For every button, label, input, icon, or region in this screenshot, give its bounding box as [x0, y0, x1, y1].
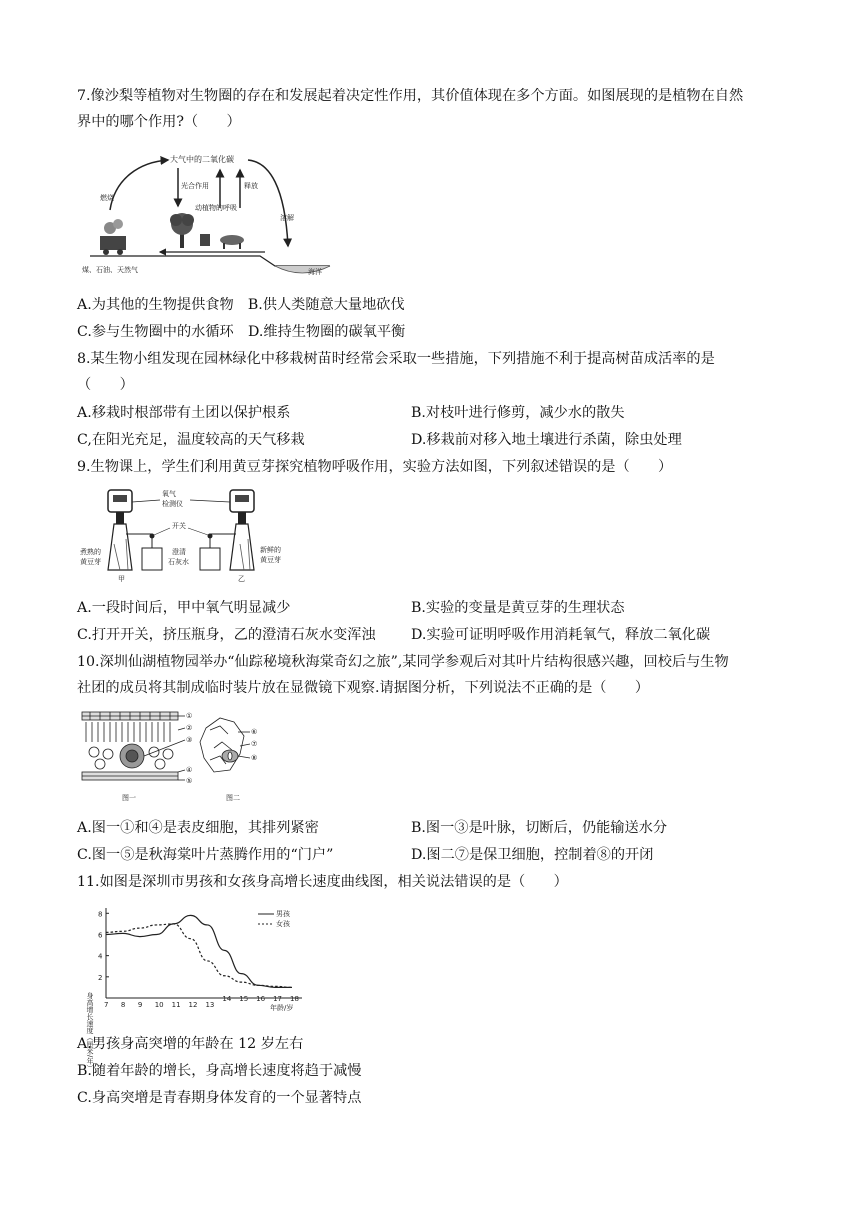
label-oxygen-meter-2: 检测仪: [162, 500, 183, 508]
q8-option-d: D.移栽前对移入地土壤进行杀菌，除虫处理: [411, 432, 682, 448]
q7-options-line-1: [77, 295, 405, 315]
q8-option-c: C,在阳光充足，温度较高的天气移栽: [77, 432, 305, 448]
label-burn: 燃烧: [100, 194, 114, 202]
label-switch: 开关: [172, 522, 186, 530]
x-tick-label: 12: [188, 1001, 198, 1009]
q7-options-line-2: [77, 322, 405, 342]
label-fresh-2: 黄豆芽: [260, 556, 281, 564]
q10-option-a: A.图一①和④是表皮细胞，其排列紧密: [77, 820, 319, 836]
chart-legend: [258, 909, 291, 928]
q9-stem-line-1: 9.生物课上，学生们利用黄豆芽探究植物呼吸作用，实验方法如图，下列叙述错误的是（ ）: [77, 459, 673, 475]
label-cooked-2: 黄豆芽: [80, 558, 101, 566]
q7-option-a: A.为其他的生物提供食物: [77, 297, 234, 313]
legend-girls: 女孩: [276, 920, 290, 928]
label-release: 释放: [244, 182, 258, 190]
label-jia: 甲: [118, 575, 125, 583]
x-tick-label: 14: [222, 995, 232, 1003]
q9-option-a: A.一段时间后，甲中氧气明显减少: [77, 600, 291, 616]
label-oxygen-meter-1: 氧气: [162, 490, 176, 498]
series-line-girls: [106, 924, 292, 988]
y-tick-label: 4: [98, 952, 103, 961]
q7-stem-line-1: 7.像沙梨等植物对生物圈的存在和发展起着决定性作用，其价值体现在多个方面。如图展现的是植物在自然: [77, 88, 744, 104]
q9-option-d: D.实验可证明呼吸作用消耗氧气，释放二氧化碳: [411, 627, 711, 643]
label-n3: ③: [186, 736, 193, 744]
q7-option-b: B.供人类随意大量地砍伐: [247, 297, 405, 313]
q10-stem-line-2: 社团的成员将其制成临时装片放在显微镜下观察.请据图分析，下列说法不正确的是（ ）: [77, 680, 650, 696]
x-tick-label: 17: [273, 995, 283, 1003]
carbon-cycle-figure: [80, 148, 345, 278]
legend-boys: 男孩: [276, 910, 290, 918]
label-limewater-2: 石灰水: [168, 558, 189, 566]
q7-stem-line-2: 界中的哪个作用?（ ）: [77, 114, 241, 130]
q11-option-c: C.身高突增是青春期身体发育的一个显著特点: [77, 1090, 362, 1106]
q8-option-b: B.对枝叶进行修剪，减少水的散失: [411, 405, 625, 421]
q10-option-c: C.图一⑤是秋海棠叶片蒸腾作用的“门户”: [77, 847, 334, 863]
label-dissolve: 溶解: [280, 214, 294, 222]
q10-option-d: D.图二⑦是保卫细胞，控制着⑧的开闭: [411, 847, 654, 863]
q11-option-a: A.男孩身高突增的年龄在 12 岁左右: [77, 1036, 304, 1052]
q9-option-b: B.实验的变量是黄豆芽的生理状态: [411, 600, 625, 616]
x-tick-label: 18: [290, 995, 299, 1003]
y-tick-label: 2: [98, 973, 103, 982]
label-fresh-1: 新鲜的: [260, 546, 281, 554]
label-n8: ⑧: [251, 754, 258, 762]
x-tick-label: 7: [104, 1001, 109, 1009]
label-yi: 乙: [238, 575, 245, 583]
label-limewater-1: 澄清: [172, 548, 186, 556]
q10-option-b: B.图一③是叶脉，切断后，仍能输送水分: [411, 820, 668, 836]
label-photosynthesis: 光合作用: [181, 182, 209, 190]
label-respiration: 动植物的呼吸: [195, 204, 237, 212]
q9-option-c: C.打开开关，挤压瓶身，乙的澄清石灰水变浑浊: [77, 627, 376, 643]
q7-option-c: C.参与生物圈中的水循环: [77, 324, 234, 340]
q10-stem-line-1: 10.深圳仙湖植物园举办“仙踪秘境秋海棠奇幻之旅”,某同学参观后对其叶片结构很感兴趣，回校后与生物: [77, 654, 729, 670]
x-tick-label: 13: [205, 1001, 215, 1009]
label-n4: ④: [186, 766, 193, 774]
respiration-experiment-figure: [80, 484, 300, 584]
q11-stem-line-1: 11.如图是深圳市男孩和女孩身高增长速度曲线图，相关说法错误的是（ ）: [77, 874, 568, 890]
q8-option-a: A.移栽时根部带有土团以保护根系: [77, 405, 291, 421]
label-fossil: 煤、石油、天然气: [82, 266, 138, 274]
chart-ylabel: 身高增长速度（厘米/年）: [86, 992, 94, 1072]
label-fig1: 图一: [122, 794, 136, 802]
leaf-structure-figure: [80, 708, 270, 808]
label-ocean: 海洋: [308, 268, 322, 276]
x-tick-label: 16: [256, 995, 266, 1003]
x-tick-label: 15: [239, 995, 249, 1003]
x-tick-label: 8: [120, 1001, 126, 1009]
label-n1: ①: [186, 712, 193, 720]
x-tick-label: 10: [154, 1001, 164, 1009]
y-tick-label: 8: [98, 910, 103, 919]
label-n2: ②: [186, 724, 193, 732]
label-n7: ⑦: [251, 740, 258, 748]
q8-stem-line-1: 8.某生物小组发现在园林绿化中移栽树苗时经常会采取一些措施，下列措施不利于提高树苗成活率的是: [77, 351, 715, 367]
label-n5: ⑤: [186, 777, 193, 785]
x-tick-label: 11: [171, 1001, 181, 1009]
label-fig2: 图二: [226, 794, 240, 802]
q8-stem-line-2: （ ）: [77, 377, 134, 393]
chart-xlabel: 年龄/岁: [270, 1004, 294, 1012]
q11-option-b: B.随着年龄的增长，身高增长速度将趋于减慢: [77, 1063, 362, 1079]
y-tick-label: 6: [98, 931, 103, 940]
label-cooked-1: 煮熟的: [80, 548, 101, 556]
x-tick-label: 9: [137, 1001, 143, 1009]
label-co2: 大气中的二氧化碳: [170, 155, 234, 164]
label-n6: ⑥: [251, 728, 258, 736]
q7-option-d: D.维持生物圈的碳氧平衡: [247, 324, 406, 340]
